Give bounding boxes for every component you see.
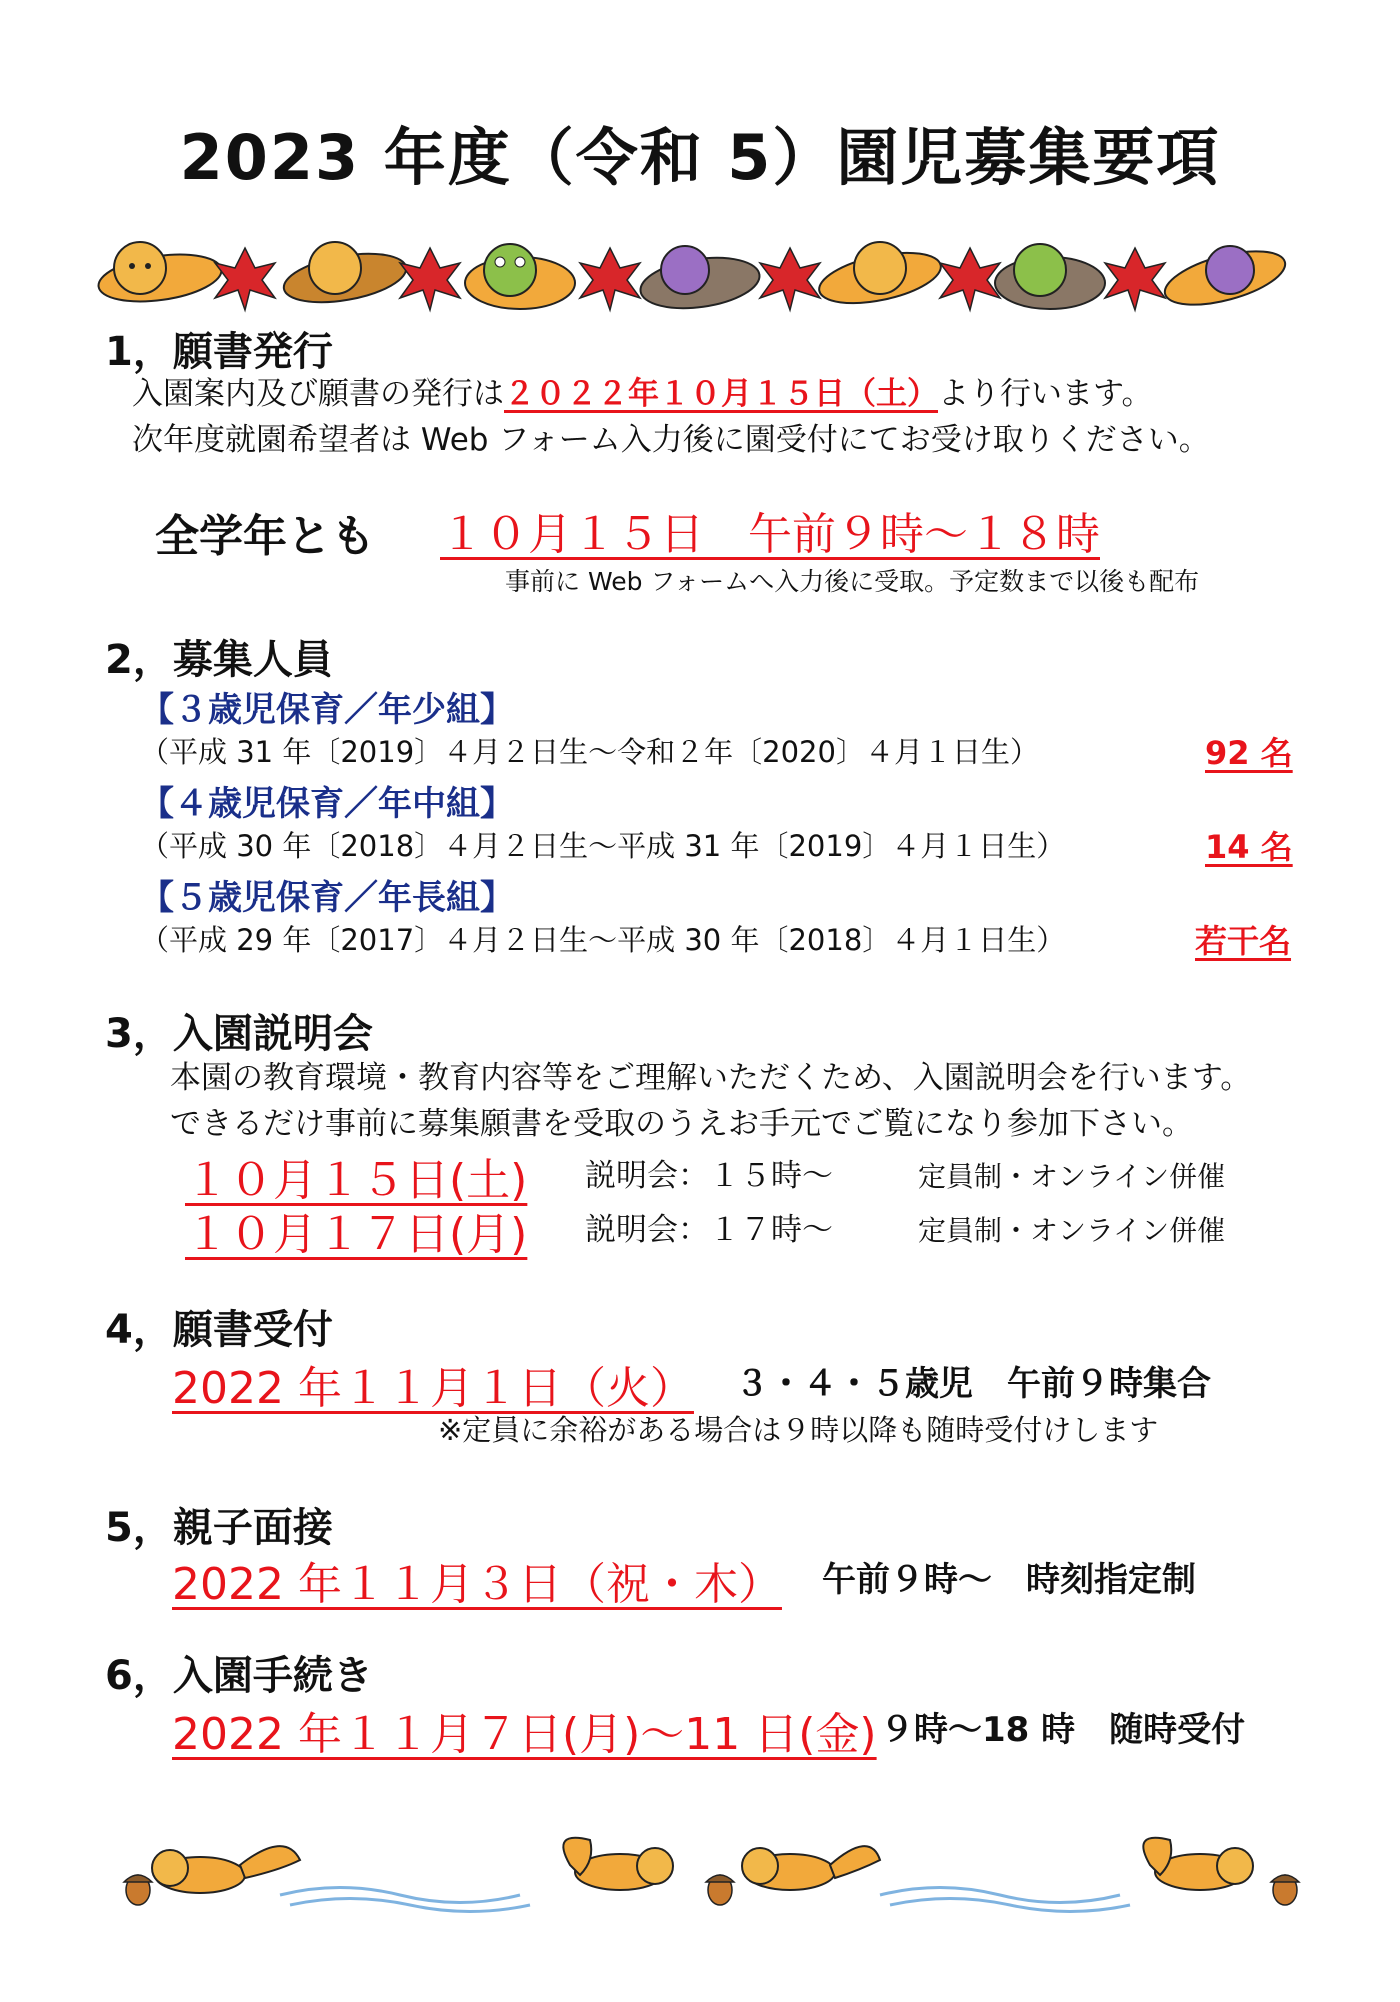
acorn-icon xyxy=(1271,1875,1299,1905)
session2-time: 説明会：１７時～ xyxy=(585,1212,833,1248)
application-detail: ３・４・５歳児 午前９時集合 xyxy=(735,1364,1211,1404)
leaf-character-illustration xyxy=(96,242,225,308)
squirrel-illustration xyxy=(563,1838,673,1890)
section6-heading: 6，入園手続き xyxy=(105,1653,373,1699)
interview-detail: 午前９時～ 時刻指定制 xyxy=(822,1560,1196,1600)
section3-line2: できるだけ事前に募集願書を受取のうえお手元でご覧になり参加下さい。 xyxy=(170,1106,1193,1142)
section3-heading: 3，入園説明会 xyxy=(105,1011,373,1057)
session1-date: １０月１５日(土) xyxy=(185,1155,528,1206)
all-grades-label: 全学年とも xyxy=(155,511,375,562)
squirrel-illustration xyxy=(742,1846,880,1890)
autumn-leaves-border xyxy=(0,228,1400,318)
leaf-character-illustration xyxy=(280,242,410,310)
section5-heading: 5，親子面接 xyxy=(105,1505,333,1551)
session1-note: 定員制・オンライン併催 xyxy=(918,1160,1226,1193)
leaf-character-illustration xyxy=(815,242,945,312)
all-grades-time: １０月１５日 午前９時～１８時 xyxy=(440,509,1100,560)
section1-line1 xyxy=(132,368,1153,413)
grape-character-illustration xyxy=(1159,241,1290,316)
enrollment-date: 2022 年１１月７日(月)～11 日(金) xyxy=(172,1709,877,1760)
section1-line2: 次年度就園希望者は Web フォーム入力後に園受付にてお受け取りください。 xyxy=(132,422,1210,458)
group-range-3yo: （平成 31 年〔2019〕４月２日生～令和２年〔2020〕４月１日生） xyxy=(140,735,1039,769)
session1-time: 説明会：１５時～ xyxy=(585,1158,833,1194)
interview-date: 2022 年１１月３日（祝・木） xyxy=(172,1559,782,1610)
section2-heading: 2，募集人員 xyxy=(105,637,333,683)
frog-character-illustration xyxy=(465,244,575,309)
page-title: 2023 年度（令和 5）園児募集要項 xyxy=(179,121,1221,194)
section4-heading: 4，願書受付 xyxy=(105,1307,333,1353)
grape-character-illustration xyxy=(637,246,763,315)
acorn-icon xyxy=(706,1875,734,1905)
group-range-4yo: （平成 30 年〔2018〕４月２日生～平成 31 年〔2019〕４月１日生） xyxy=(140,829,1066,863)
session2-date: １０月１７日(月) xyxy=(185,1209,528,1260)
maple-leaf-illustration xyxy=(940,248,1000,310)
maple-leaf-illustration xyxy=(580,248,640,310)
application-date: 2022 年１１月１日（火） xyxy=(172,1363,694,1414)
section1-heading: 1，願書発行 xyxy=(105,329,333,375)
acorn-icon xyxy=(124,1875,152,1905)
section3-line1: 本園の教育環境・教育内容等をご理解いただくため、入園説明会を行います。 xyxy=(170,1060,1252,1096)
session2-note: 定員制・オンライン併催 xyxy=(918,1214,1226,1247)
group-count-5yo: 若干名 xyxy=(1195,922,1292,960)
issue-text: 入園案内及び願書の発行は xyxy=(132,376,504,412)
application-note: ※定員に余裕がある場合は９時以降も随時受付けします xyxy=(438,1413,1159,1447)
squirrel-illustration xyxy=(1143,1838,1253,1890)
enrollment-detail: ９時～18 時 随時受付 xyxy=(880,1710,1246,1750)
maple-leaf-illustration xyxy=(1105,248,1165,310)
squirrel-illustration xyxy=(152,1846,300,1893)
group-count-3yo: 92 名 xyxy=(1205,734,1293,772)
squirrel-border xyxy=(0,1810,1400,1920)
distribution-note: 事前に Web フォームへ入力後に受取。予定数まで以後も配布 xyxy=(505,567,1200,596)
issue-text-end: より行います。 xyxy=(938,376,1153,412)
maple-leaf-illustration xyxy=(400,248,460,310)
maple-leaf-illustration xyxy=(215,248,275,310)
group-label-3yo: 【３歳児保育／年少組】 xyxy=(140,690,514,730)
group-label-5yo: 【５歳児保育／年長組】 xyxy=(140,878,514,918)
maple-leaf-illustration xyxy=(760,248,820,310)
group-count-4yo: 14 名 xyxy=(1205,828,1293,866)
issue-date: ２０２２年１０月１５日（土） xyxy=(504,376,938,412)
frog-character-illustration xyxy=(995,244,1105,309)
group-range-5yo: （平成 29 年〔2017〕４月２日生～平成 30 年〔2018〕４月１日生） xyxy=(140,923,1066,957)
group-label-4yo: 【４歳児保育／年中組】 xyxy=(140,784,514,824)
